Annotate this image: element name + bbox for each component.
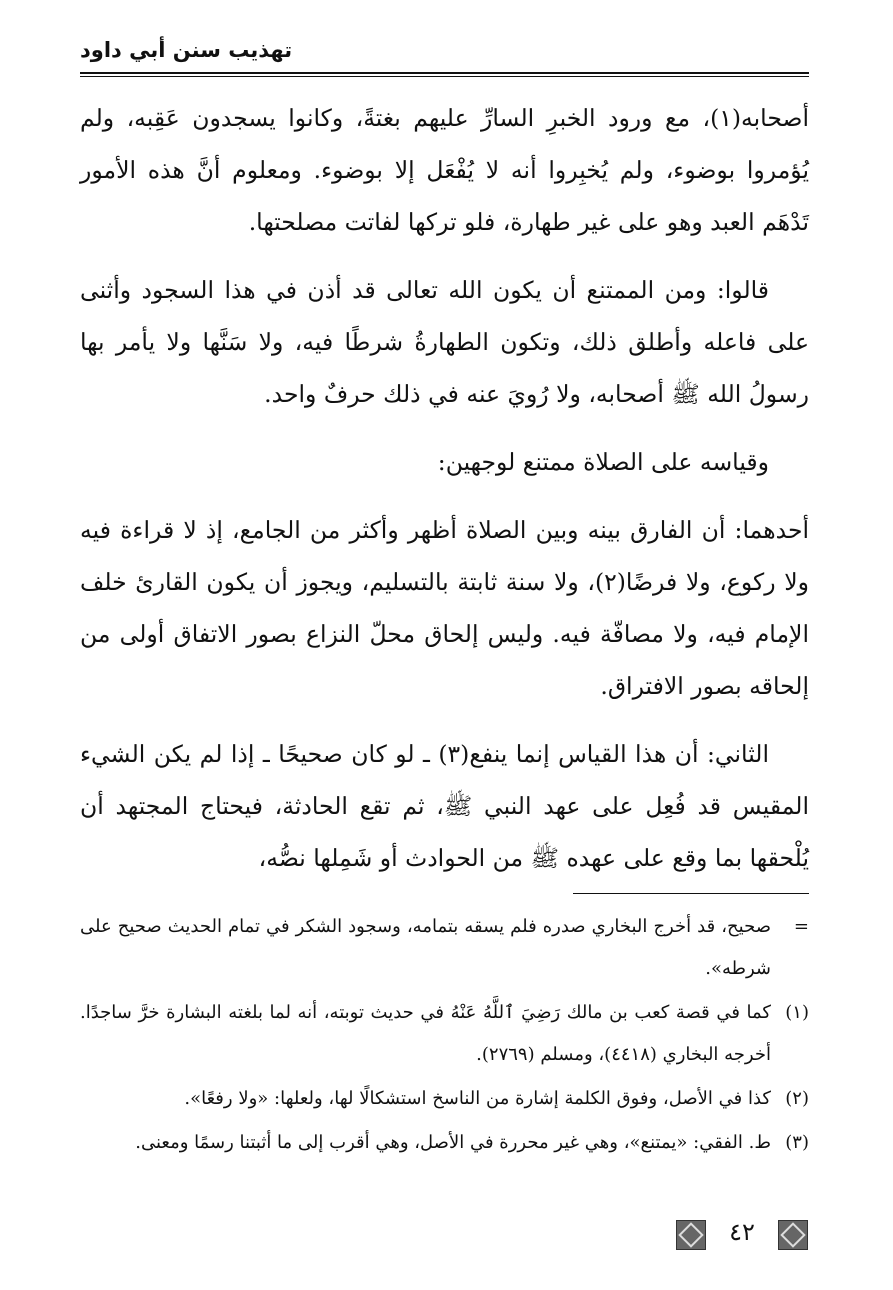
footnote-mark: = [793, 916, 809, 937]
footnote-text: صحيح، قد أخرج البخاري صدره فلم يسقه بتمامه، وسجود الشكر في تمام الحديث صحيح على شرطه». [80, 916, 771, 979]
footnote-text: كذا في الأصل، وفوق الكلمة إشارة من الناسخ استشكالًا لها، ولعلها: «ولا رفعًا». [184, 1088, 771, 1109]
footnote [80, 992, 809, 1076]
footnote-mark: (٣) [785, 1132, 809, 1153]
footnote [80, 1122, 809, 1164]
main-text [80, 92, 809, 900]
running-header-title: تهذيب سنن أبي داود [80, 38, 293, 62]
header-rule [80, 72, 809, 74]
footnote-separator [573, 893, 809, 894]
footnote-mark: (١) [785, 1002, 809, 1023]
header-rule-thin [80, 76, 809, 77]
paragraph: أحدهما: أن الفارق بينه وبين الصلاة أظهر وأكثر من الجامع، إذ لا قراءة فيه ولا ركوع، ولا فرضًا(٢)، ولا سنة ثابتة بالتسليم، ويجوز أن يكون القارئ خلف الإمام فيه، ولا مصافّة فيه. وليس إلحاق محلّ النزاع بصور الاتفاق أولى من إلحاقه بصور الافتراق. [80, 516, 809, 700]
footnote-mark: (٢) [785, 1088, 809, 1109]
footnote [80, 906, 809, 990]
footnotes [80, 906, 809, 1166]
page-footer [0, 1220, 893, 1260]
page-number: ٤٢ [729, 1218, 755, 1246]
geometric-ornament-icon [676, 1220, 706, 1250]
paragraph: الثاني: أن هذا القياس إنما ينفع(٣) ـ لو كان صحيحًا ـ إذا لم يكن الشيء المقيس قد فُعِل على عهد النبي ﷺ، ثم تقع الحادثة، فيحتاج المجتهد أن يُلْحقها بما وقع على عهده ﷺ من الحوادث أو شَمِلها نصُّه، [80, 740, 809, 872]
footnote [80, 1078, 809, 1120]
paragraph: قالوا: ومن الممتنع أن يكون الله تعالى قد أذن في هذا السجود وأثنى على فاعله وأطلق ذلك، وتكون الطهارةُ شرطًا فيه، ولا سَنَّها ولا يأمر بها رسولُ الله ﷺ أصحابه، ولا رُويَ عنه في ذلك حرفٌ واحد. [80, 276, 809, 408]
footnote-text: ط. الفقي: «يمتنع»، وهي غير محررة في الأصل، وهي أقرب إلى ما أثبتنا رسمًا ومعنى. [135, 1132, 771, 1153]
footnote-text: كما في قصة كعب بن مالك رَضِيَ ٱللَّهُ عَنْهُ في حديث توبته، أنه لما بلغته البشارة خرَّ ساجدًا. أخرجه البخاري (٤٤١٨)، ومسلم (٢٧٦٩). [80, 1002, 771, 1065]
geometric-ornament-icon [778, 1220, 808, 1250]
paragraph: وقياسه على الصلاة ممتنع لوجهين: [437, 448, 769, 476]
paragraph: أصحابه(١)، مع ورود الخبرِ السارِّ عليهم بغتةً، وكانوا يسجدون عَقِبه، ولم يُؤمروا بوضوء، ولم يُخبِروا أنه لا يُفْعَل إلا بوضوء. ومعلوم أنَّ هذه الأمور تَدْهَم العبد وهو على غير طهارة، فلو تركها لفاتت مصلحتها. [80, 104, 809, 236]
